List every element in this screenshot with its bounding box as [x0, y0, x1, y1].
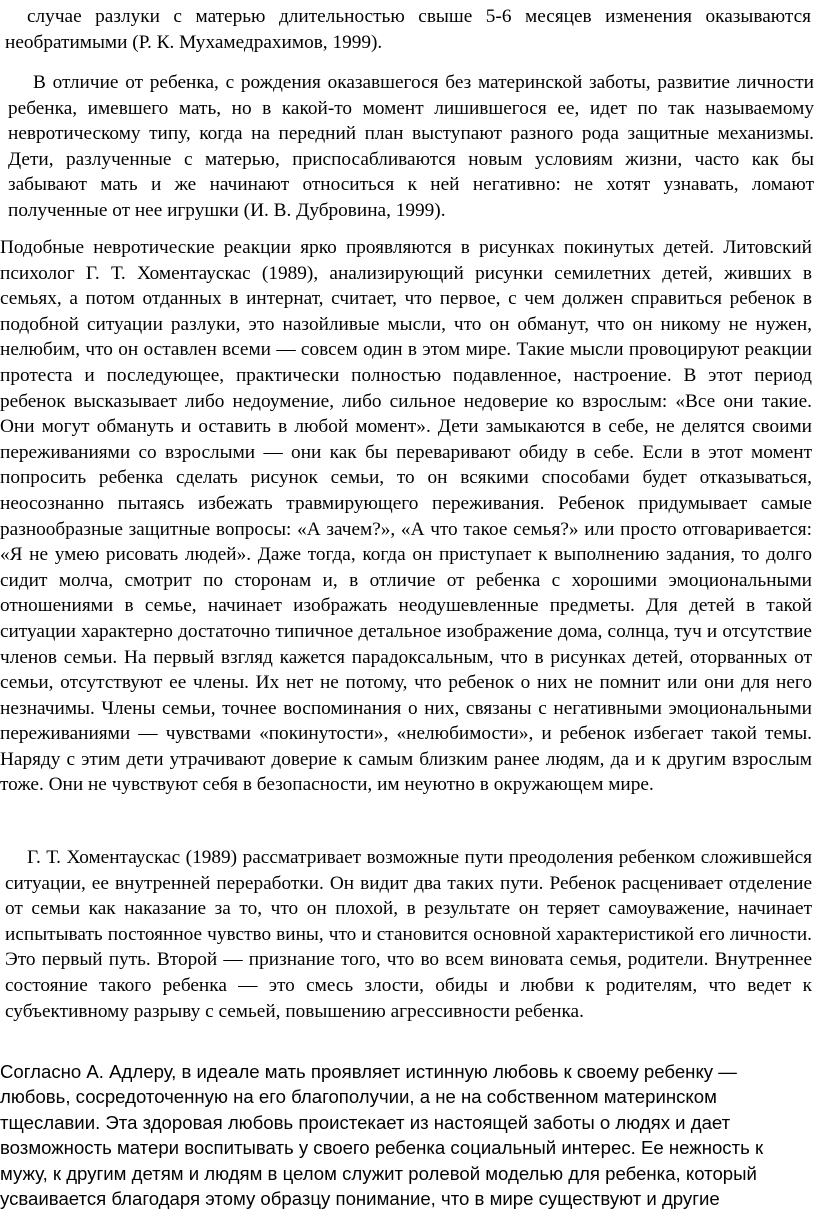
- paragraph-adler-mother-love: Согласно А. Адлеру, в идеале мать проявляет истинную любовь к своему ребенку — любовь, сосредоточенную на его благополучии, а не на собственном материнском тщеславии. Эта здоровая любовь проистекает из настоящей заботы о людях и дает возможность матери воспитывать у своего ребенка социальный интерес. Ее нежность к мужу, к другим детям и людям в целом служит ролевой моделью для ребенка, который усваивается благодаря этому образцу понимание, что в мире существуют и другие: [0, 1061, 764, 1210]
- paragraph-neurotic-development: В отличие от ребенка, с рождения оказавшегося без материнской заботы, развитие личности ребенка, имевшего мать, но в какой-то момент лишившегося ее, идет по так называемому невротическому типу, когда на передний план выступают разного рода защитные механизмы. Дети, разлученные с матерью, приспосабливаются новым условиям жизни, часто как бы забывают мать и же начинают относиться к ней негативно: не хотят узнавать, ломают полученные от нее игрушки (И. В. Дубровина, 1999).: [8, 72, 814, 221]
- paragraph-separation-consequences: случае разлуки с матерью длительностью свыше 5-6 месяцев изменения оказываются необратимыми (Р. К. Мухамедрахимов, 1999).: [5, 6, 811, 53]
- paragraph-drawings-of-abandoned-children: Подобные невротические реакции ярко проявляются в рисунках покинутых детей. Литовский психолог Г. Т. Хоментаускас (1989), анализирующий рисунки семилетних детей, живших в семьях, а потом отданных в интернат, считает, что первое, с чем должен справиться ребенок в подобной ситуации разлуки, это назойливые мысли, что он обманут, что он никому не нужен, нелюбим, что он оставлен всеми — совсем один в этом мире. Такие мысли провоцируют реакции протеста и последующее, практически полностью подавленное, настроение. В этот период ребенок высказывает либо недоумение, либо сильное недоверие ко взрослым: «Все они такие. Они могут обмануть и оставить в любой момент». Дети замыкаются в себе, не делятся своими переживаниями со взрослыми — они как бы переваривают обиду в себе. Если в этот момент попросить ребенка сделать рисунок семьи, то он всякими способами будет отказываться, неосознанно пытаясь избежать травмирующего переживания. Ребенок придумывает самые разнообразные защитные вопросы: «А зачем?», «А что такое семья?» или просто отговаривается: «Я не умею рисовать людей». Даже тогда, когда он приступает к выполнению задания, то долго сидит молча, смотрит по сторонам и, в отличие от ребенка с хорошими эмоциональными отношениями в семье, начинает изображать неодушевленные предметы. Для детей в такой ситуации характерно достаточно типичное детальное изображение дома, солнца, туч и отсутствие членов семьи. На первый взгляд кажется парадоксальным, что в рисунках детей, оторванных от семьи, отсутствуют ее члены. Их нет не потому, что ребенок о них не помнит или они для него незначимы. Члены семьи, точнее воспоминания о них, связаны с негативными эмоциональными переживаниями — чувствами «покинутости», «нелюбимости», и ребенок избегает такой темы. Наряду с этим дети утрачивают доверие к самым близким ранее людям, да и к другим взрослым тоже. Они не чувствуют себя в безопасности, им неуютно в окружающем мире.: [0, 237, 812, 796]
- paragraph-ways-of-coping: Г. Т. Хоментаускас (1989) рассматривает возможные пути преодоления ребенком сложившейся ситуации, ее внутренней переработки. Он видит два таких пути. Ребенок расценивает отделение от семьи как наказание за то, что он плохой, в результате он теряет самоуважение, начинает испытывать постоянное чувство вины, что и становится основной характеристикой его личности. Это первый путь. Второй — признание того, что во всем виновата семья, родители. Внутреннее состояние такого ребенка — это смесь злости, обиды и любви к родителям, что ведет к субъективному разрыву с семьей, повышению агрессивности ребенка.: [5, 847, 812, 1022]
